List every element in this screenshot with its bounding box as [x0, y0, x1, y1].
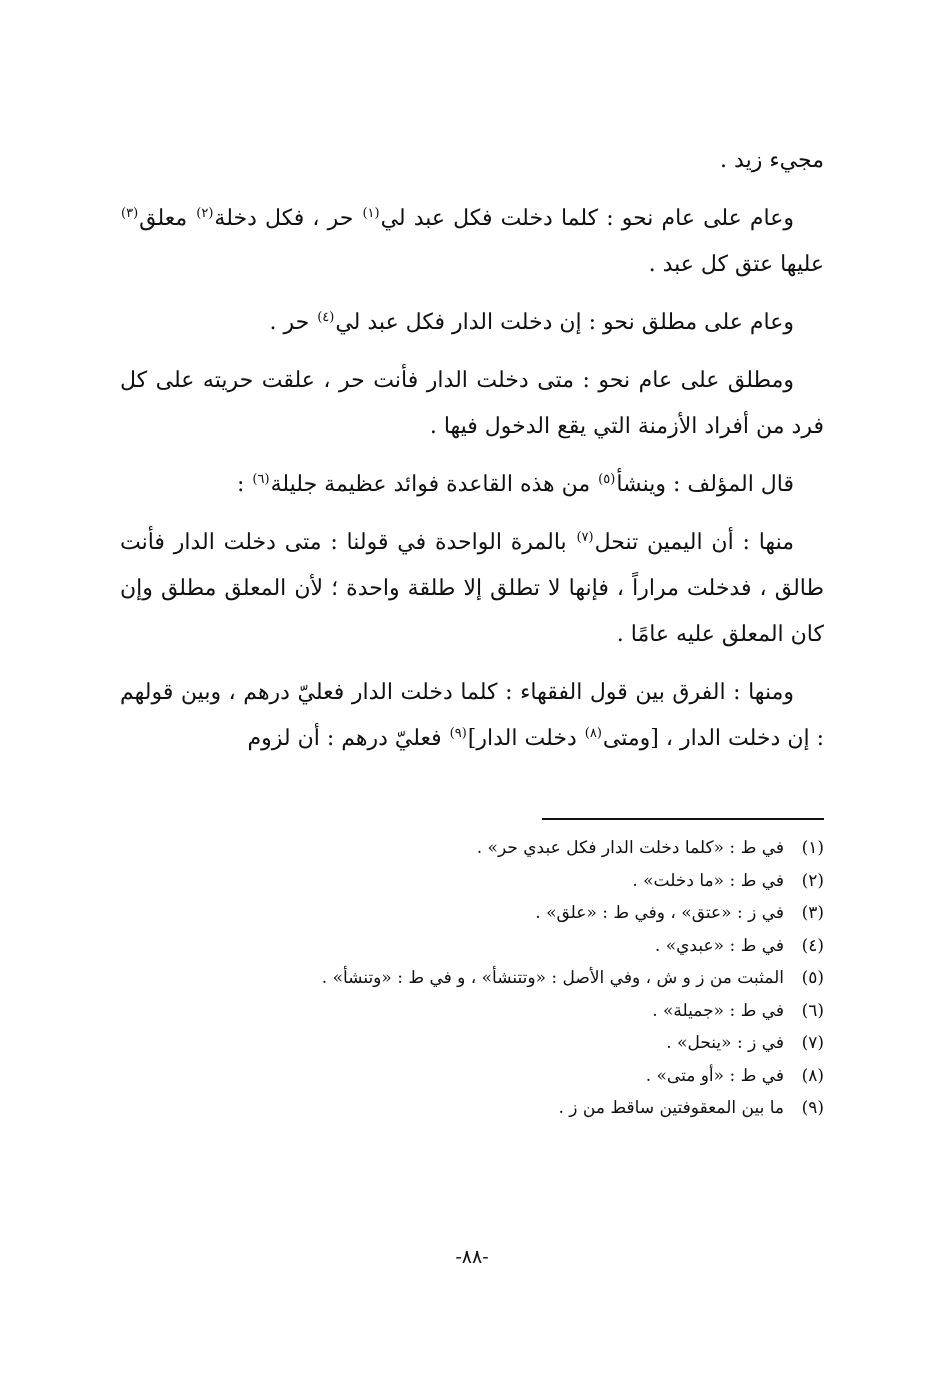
footnotes-list: [120, 832, 824, 1125]
footnote-3: [120, 897, 824, 930]
paragraph-0: [120, 138, 824, 184]
footnote-text: المثبت من ز و ش ، وفي الأصل : «وتتنشأ» ، و في ط : «وتنشأ» .: [321, 968, 784, 988]
text-run: ومطلق على عام نحو : متى دخلت الدار فأنت حر ، علقت حريته على كل فرد من أفراد الأزمنة التي يقع الدخول فيها .: [120, 368, 824, 439]
footnote-text: في ط : «أو متى» .: [645, 1065, 784, 1086]
footnote-ref-7[interactable]: (٧): [576, 529, 594, 545]
footnote-text: في ز : «ينحل» .: [666, 1033, 784, 1053]
footnote-ref-3[interactable]: (٣): [121, 205, 139, 221]
text-run: حر .: [269, 310, 317, 335]
text-run: من هذه القاعدة فوائد عظيمة جليلة: [270, 472, 598, 497]
text-run: وعام على مطلق نحو : إن دخلت الدار فكل عبد لي: [335, 310, 794, 335]
footnote-9: [120, 1092, 824, 1125]
footnote-text: في ط : «كلما دخلت الدار فكل عبدي حر» .: [476, 838, 784, 858]
footnote-4: [120, 930, 824, 963]
footnote-1: [120, 832, 824, 865]
text-run: معلق: [139, 206, 196, 231]
footnote-number: (٨): [801, 1065, 824, 1086]
text-run: حر ، فكل دخلة: [214, 206, 362, 231]
footnote-number: (٢): [801, 870, 824, 891]
text-run: دخلت الدار]: [467, 726, 584, 751]
footnote-ref-2[interactable]: (٢): [196, 205, 214, 221]
footnote-number: (٧): [801, 1033, 824, 1053]
paragraph-3: [120, 358, 824, 450]
text-run: قال المؤلف : وينشأ: [616, 472, 794, 497]
paragraph-2: [120, 300, 824, 346]
footnote-5: [120, 962, 824, 995]
footnote-text: في ط : «ما دخلت» .: [632, 870, 784, 891]
footnote-ref-5[interactable]: (٥): [598, 471, 616, 487]
text-run: وعام على عام نحو : كلما دخلت فكل عبد لي: [380, 206, 794, 231]
footnote-ref-9[interactable]: (٩): [449, 725, 467, 741]
footnote-2: [120, 865, 824, 898]
footnote-text: في ط : «جميلة» .: [652, 1000, 784, 1021]
footnote-number: (٤): [801, 935, 824, 956]
footnote-ref-6[interactable]: (٦): [252, 471, 270, 487]
text-run: عليها عتق كل عبد .: [648, 252, 824, 277]
footnote-separator: [542, 818, 824, 820]
footnote-ref-4[interactable]: (٤): [317, 309, 335, 325]
text-run: فعليّ درهم : أن لزوم: [247, 726, 449, 751]
footnote-number: (٦): [801, 1000, 824, 1021]
text-run: منها : أن اليمين تنحل: [594, 530, 794, 555]
footnote-number: (٥): [801, 968, 824, 988]
text-run: مجيء زيد .: [720, 148, 824, 173]
paragraph-5: [120, 520, 824, 658]
main-text: [120, 138, 824, 774]
paragraph-1: [120, 196, 824, 288]
footnote-6: [120, 995, 824, 1028]
paragraph-4: [120, 462, 824, 508]
footnote-text: ما بين المعقوفتين ساقط من ز .: [558, 1098, 784, 1118]
footnote-text: في ز : «عتق» ، وفي ط : «علق» .: [535, 903, 784, 923]
footnote-ref-1[interactable]: (١): [362, 205, 380, 221]
page-number: -٨٨-: [455, 1246, 489, 1268]
footnote-8: [120, 1060, 824, 1093]
footnote-text: في ط : «عبدي» .: [654, 935, 784, 956]
footnote-number: (٩): [801, 1098, 824, 1118]
text-run: :: [237, 472, 252, 497]
text-run: ومنها : الفرق بين قول الفقهاء : كلما دخلت الدار فعليّ درهم ، وبين قولهم : إن دخلت الدار ، [ومتى: [120, 680, 824, 751]
footnote-ref-8[interactable]: (٨): [584, 725, 602, 741]
footnote-number: (١): [801, 838, 824, 858]
footnote-7: [120, 1027, 824, 1060]
text-run: بالمرة الواحدة في قولنا : متى دخلت الدار فأنت طالق ، فدخلت مراراً ، فإنها لا تطلق إلا طلقة واحدة ؛ لأن المعلق مطلق وإن كان المعلق عليه عامًا .: [120, 530, 824, 647]
footnote-number: (٣): [801, 903, 824, 923]
paragraph-6: [120, 670, 824, 762]
